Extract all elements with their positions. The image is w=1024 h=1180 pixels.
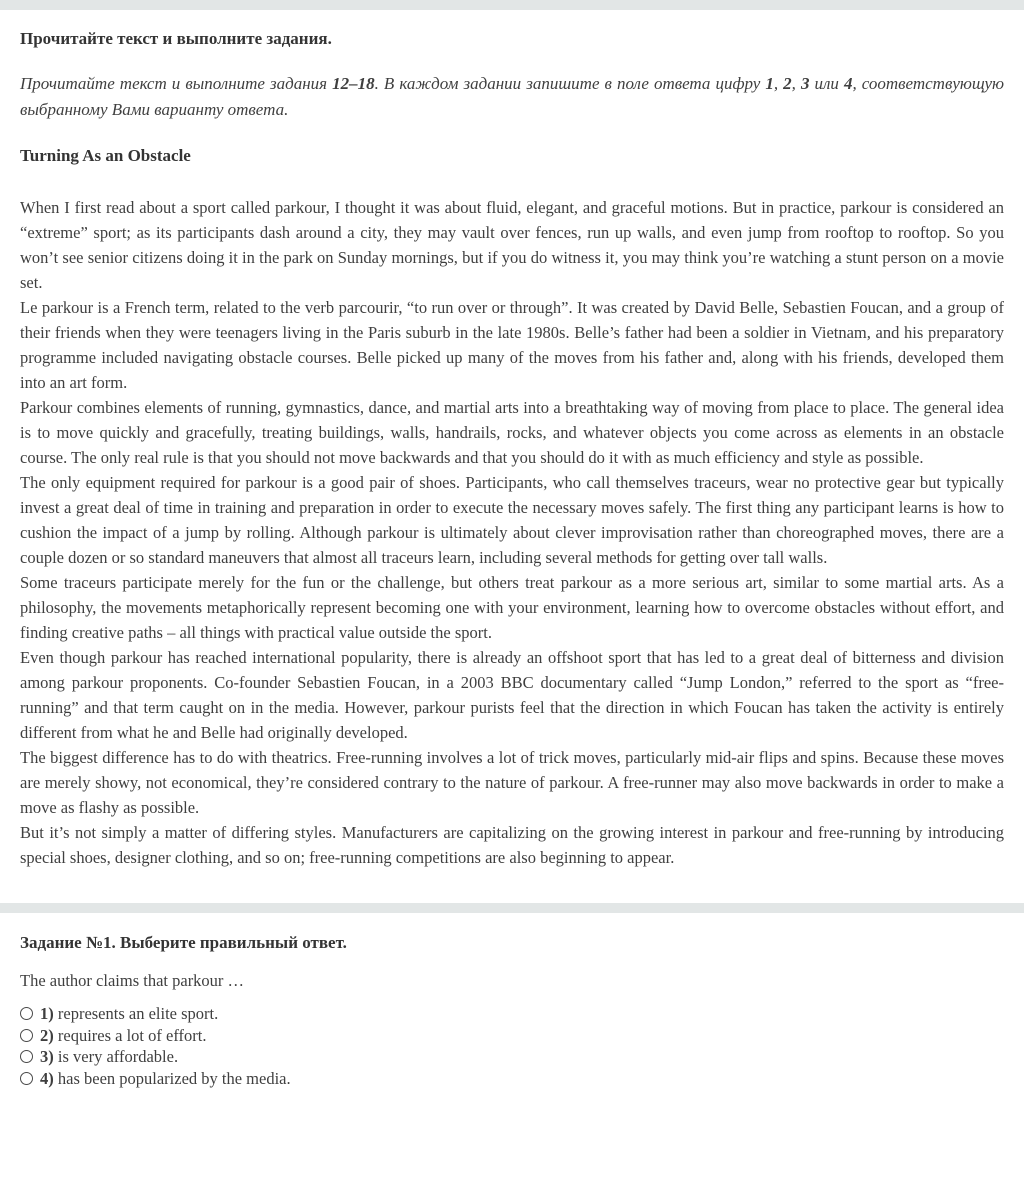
section-divider: [0, 903, 1024, 913]
instruction-segment: ,: [791, 74, 801, 93]
answer-option-4[interactable]: [20, 1068, 1004, 1090]
option-label: represents an elite sport.: [57, 1004, 219, 1023]
article-paragraph: Even though parkour has reached international popularity, there is already an offshoot sport that has led to a great deal of bitterness and division among parkour proponents. Co-founder Sebastien Foucan, in a 2003 BBC documentary called “Jump London,” referred to the sport as “free-running” and that term caught on in the media. However, parkour purists feel that the direction in which Foucan has taken the activity is entirely different from what he and Belle had originally developed.: [20, 648, 1004, 742]
radio-button[interactable]: [20, 1007, 33, 1020]
article-paragraph: The only equipment required for parkour is a good pair of shoes. Participants, who call themselves traceurs, wear no protective gear but typically invest a great deal of time in training and preparation in order to execute the necessary moves safely. The first thing any participant learns is how to cushion the impact of a jump by rolling. Although parkour is ultimately about clever improvisation rather than choreographed moves, there are a couple dozen or so standard maneuvers that almost all traceurs learn, including several methods for getting over tall walls.: [20, 473, 1004, 567]
task-heading: Задание №1. Выберите правильный ответ.: [20, 933, 347, 952]
instruction-segment-bold: 2: [783, 74, 792, 93]
option-number: 2): [40, 1025, 54, 1045]
instruction-segment-bold: 12–18: [332, 74, 375, 93]
article-paragraph: Le parkour is a French term, related to the verb parcourir, “to run over or through”. It was created by David Belle, Sebastien Foucan, and a group of their friends when they were teenagers living in the Paris suburb in the late 1980s. Belle’s father had been a soldier in Vietnam, and his preparatory programme included navigating obstacle courses. Belle picked up many of the moves from his father and, along with his friends, developed them into an art form.: [20, 298, 1004, 392]
answer-option-2[interactable]: [20, 1025, 1004, 1047]
instructions-text: [20, 71, 1004, 123]
instruction-segment: Прочитайте текст и выполните задания: [20, 74, 333, 93]
answer-option-3[interactable]: [20, 1046, 1004, 1068]
article-paragraph: Parkour combines elements of running, gymnastics, dance, and martial arts into a breathtaking way of moving from place to place. The general idea is to move quickly and gracefully, treating buildings, walls, handrails, rocks, and whatever objects you come across as elements in an obstacle course. The only real rule is that you should not move backwards and that you should do it with as much efficiency and style as possible.: [20, 398, 1004, 467]
instruction-segment: , соответствующую выбранному Вами варианту ответа.: [20, 74, 1005, 119]
option-number: 1): [40, 1004, 54, 1023]
instruction-segment: или: [809, 74, 844, 93]
instruction-segment-bold: 1: [765, 74, 774, 93]
article-paragraph: But it’s not simply a matter of differing styles. Manufacturers are capitalizing on the growing interest in parkour and free-running by introducing special shoes, designer clothing, and so on; free-running competitions are also beginning to appear.: [20, 823, 1004, 867]
option-label: has been popularized by the media.: [57, 1068, 291, 1088]
question-prompt: The author claims that parkour …: [20, 971, 245, 990]
instruction-segment-bold: 3: [800, 74, 810, 93]
article-body: [20, 195, 1004, 870]
radio-button[interactable]: [20, 1050, 33, 1063]
article-title: Turning As an Obstacle: [20, 146, 191, 165]
instructions-heading: Прочитайте текст и выполните задания.: [20, 29, 332, 48]
task-section: [0, 933, 1024, 1089]
reading-section: [0, 29, 1024, 870]
instruction-segment: . В каждом задании запишите в поле ответа цифру: [374, 74, 766, 93]
instruction-segment: ,: [773, 74, 784, 93]
answer-option-1[interactable]: [20, 1003, 1004, 1025]
instruction-segment-bold: 4: [843, 74, 853, 93]
radio-button[interactable]: [20, 1029, 33, 1042]
article-paragraph: When I first read about a sport called parkour, I thought it was about fluid, elegant, and graceful motions. But in practice, parkour is considered an “extreme” sport; as its participants dash around a city, they may vault over fences, run up walls, and even jump from rooftop to rooftop. So you won’t see senior citizens doing it in the park on Sunday mornings, but if you do witness it, you may think you’re watching a stunt person on a movie set.: [20, 198, 1004, 292]
option-number: 4): [40, 1068, 54, 1088]
option-number: 3): [40, 1047, 54, 1066]
option-label: requires a lot of effort.: [57, 1025, 207, 1045]
article-paragraph: Some traceurs participate merely for the fun or the challenge, but others treat parkour as a more serious art, similar to some martial arts. As a philosophy, the movements metaphorically represent becoming one with your environment, learning how to overcome obstacles without effort, and finding creative paths – all things with practical value outside the sport.: [20, 573, 1004, 642]
radio-button[interactable]: [20, 1072, 33, 1085]
top-bar: [0, 0, 1024, 10]
article-paragraph: The biggest difference has to do with theatrics. Free-running involves a lot of trick moves, particularly mid-air flips and spins. Because these moves are merely showy, not economical, they’re considered contrary to the nature of parkour. A free-runner may also move backwards in order to make a move as flashy as possible.: [20, 748, 1004, 817]
option-label: is very affordable.: [57, 1047, 179, 1066]
answer-options: [20, 1003, 1004, 1089]
